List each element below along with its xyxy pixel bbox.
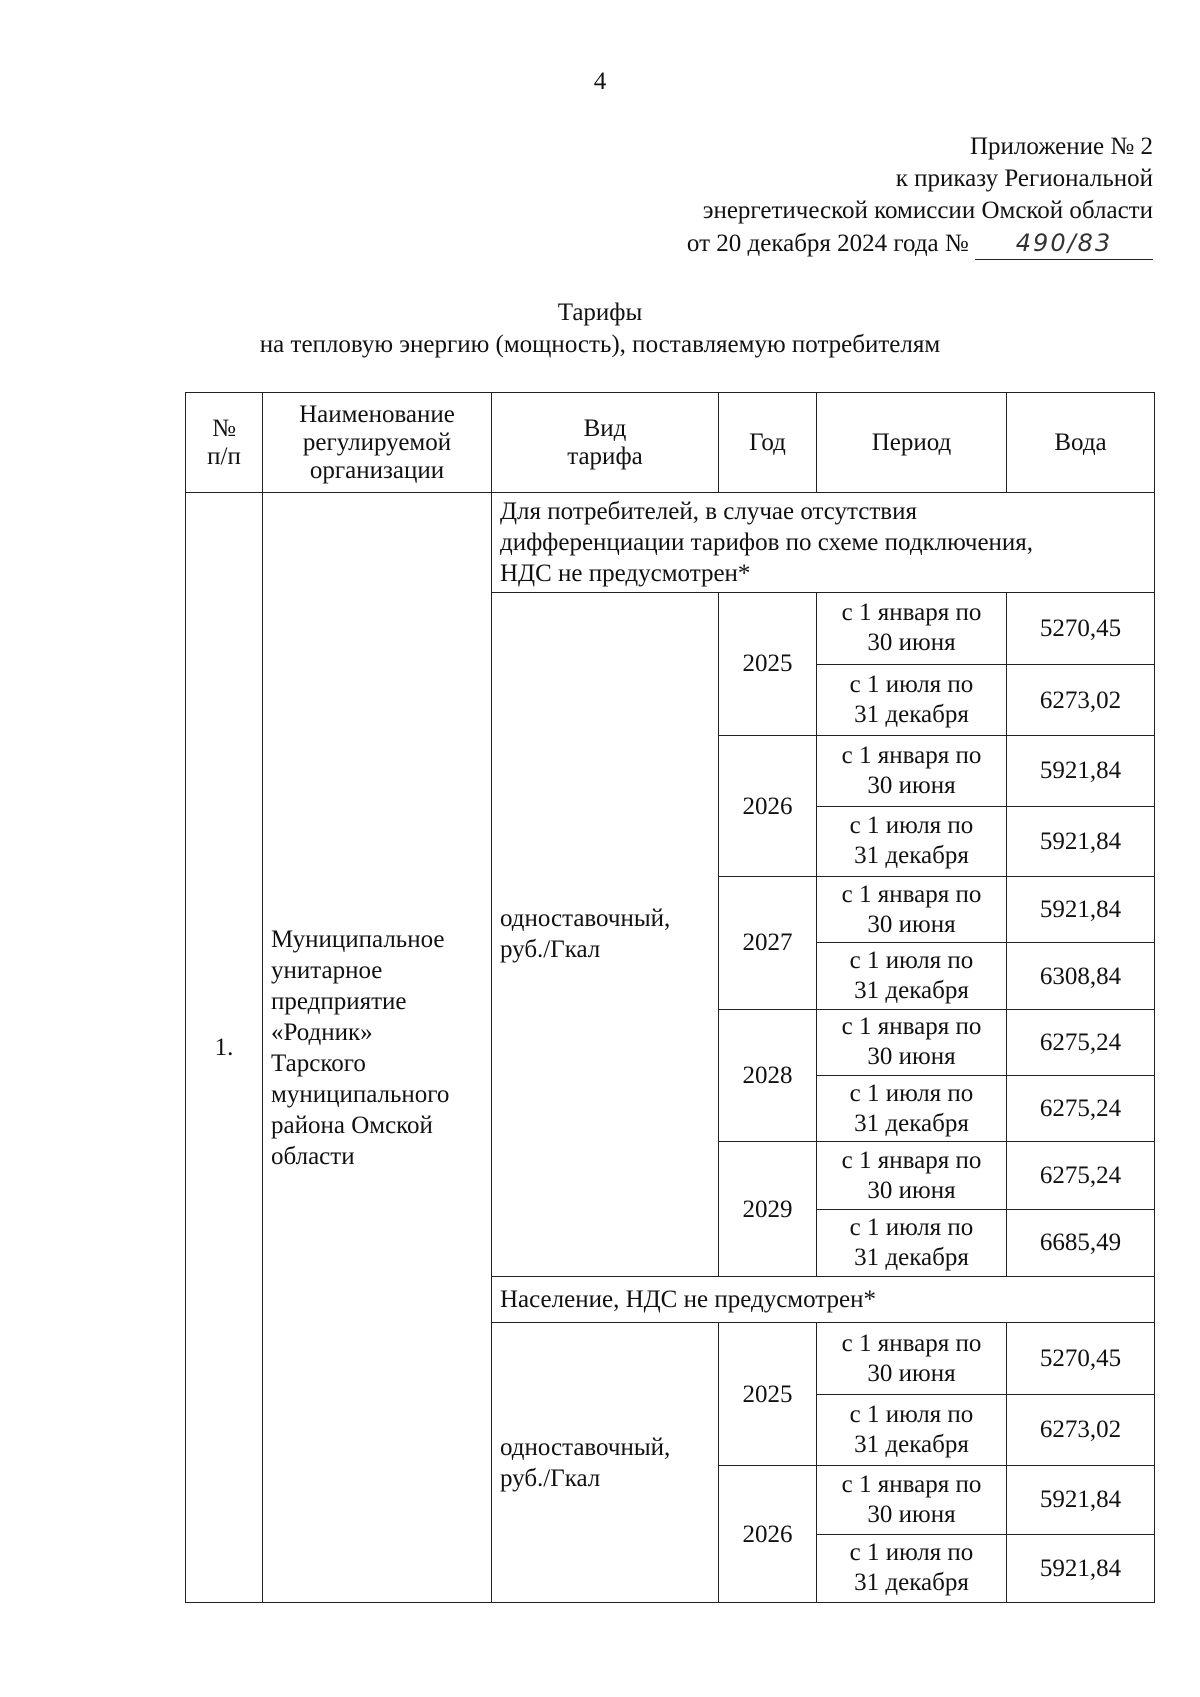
- year-cell: 2029: [719, 1142, 817, 1277]
- period-cell: с 1 января по 30 июня: [817, 1009, 1007, 1075]
- value-cell: 5921,84: [1007, 736, 1155, 806]
- period-cell: с 1 января по 30 июня: [817, 1466, 1007, 1534]
- appendix-line-3: энергетической комиссии Омской области: [702, 197, 1153, 224]
- value-cell: 5921,84: [1007, 1534, 1155, 1603]
- value-cell: 5270,45: [1007, 592, 1155, 664]
- value-cell: 6275,24: [1007, 1142, 1155, 1209]
- period-cell: с 1 июля по 31 декабря: [817, 664, 1007, 735]
- value-cell: 5270,45: [1007, 1323, 1155, 1394]
- appendix-line-4: [687, 227, 1153, 260]
- value-cell: 6685,49: [1007, 1209, 1155, 1276]
- order-number-handwritten: 490/83: [975, 227, 1153, 260]
- period-cell: с 1 января по 30 июня: [817, 1142, 1007, 1209]
- header-value: Вода: [1007, 393, 1155, 493]
- header-period: Период: [817, 393, 1007, 493]
- header-tariff-type: Вид тарифа: [492, 393, 719, 493]
- period-cell: с 1 июля по 31 декабря: [817, 806, 1007, 876]
- header-organization: Наименование регулируемой организации: [263, 393, 492, 493]
- value-cell: 6275,24: [1007, 1076, 1155, 1142]
- appendix-line-2: к приказу Региональной: [895, 165, 1153, 192]
- header-year: Год: [719, 393, 817, 493]
- year-cell: 2025: [719, 592, 817, 736]
- title-line-1: Тарифы: [557, 299, 643, 326]
- period-cell: с 1 января по 30 июня: [817, 736, 1007, 806]
- title-line-2: на тепловую энергию (мощность), поставляемую потребителям: [259, 331, 941, 358]
- year-cell: 2028: [719, 1009, 817, 1142]
- section-title: Для потребителей, в случае отсутствия дифференциации тарифов по схеме подключения, НДС не предусмотрен*: [492, 493, 1155, 593]
- tariffs-table: [185, 392, 1155, 1603]
- document-title: [0, 297, 1200, 361]
- value-cell: 6308,84: [1007, 943, 1155, 1009]
- value-cell: 5921,84: [1007, 1466, 1155, 1534]
- period-cell: с 1 июля по 31 декабря: [817, 1076, 1007, 1142]
- appendix-block: [687, 131, 1153, 260]
- year-cell: 2026: [719, 1466, 817, 1603]
- order-date-label: от 20 декабря 2024 года №: [686, 230, 969, 257]
- period-cell: с 1 января по 30 июня: [817, 1323, 1007, 1394]
- value-cell: 5921,84: [1007, 877, 1155, 943]
- period-cell: с 1 января по 30 июня: [817, 592, 1007, 664]
- appendix-line-1: Приложение № 2: [969, 133, 1153, 160]
- tariff-type: одноставочный, руб./Гкал: [492, 592, 719, 1277]
- value-cell: 6273,02: [1007, 1394, 1155, 1465]
- value-cell: 5921,84: [1007, 806, 1155, 876]
- value-cell: 6275,24: [1007, 1009, 1155, 1075]
- year-cell: 2026: [719, 736, 817, 877]
- period-cell: с 1 июля по 31 декабря: [817, 1534, 1007, 1603]
- page-number: 4: [593, 68, 607, 95]
- header-num: № п/п: [186, 393, 263, 493]
- year-cell: 2025: [719, 1323, 817, 1466]
- section-title: Население, НДС не предусмотрен*: [492, 1277, 1155, 1323]
- period-cell: с 1 июля по 31 декабря: [817, 1394, 1007, 1465]
- period-cell: с 1 июля по 31 декабря: [817, 1209, 1007, 1276]
- year-cell: 2027: [719, 877, 817, 1010]
- period-cell: с 1 июля по 31 декабря: [817, 943, 1007, 1009]
- organization-name: Муниципальное унитарное предприятие «Родник» Тарского муниципального района Омской области: [263, 493, 492, 1603]
- value-cell: 6273,02: [1007, 664, 1155, 735]
- tariff-type: одноставочный, руб./Гкал: [492, 1323, 719, 1603]
- period-cell: с 1 января по 30 июня: [817, 877, 1007, 943]
- row-number: 1.: [186, 493, 263, 1603]
- table-row: [186, 493, 1155, 593]
- table-header-row: [186, 393, 1155, 493]
